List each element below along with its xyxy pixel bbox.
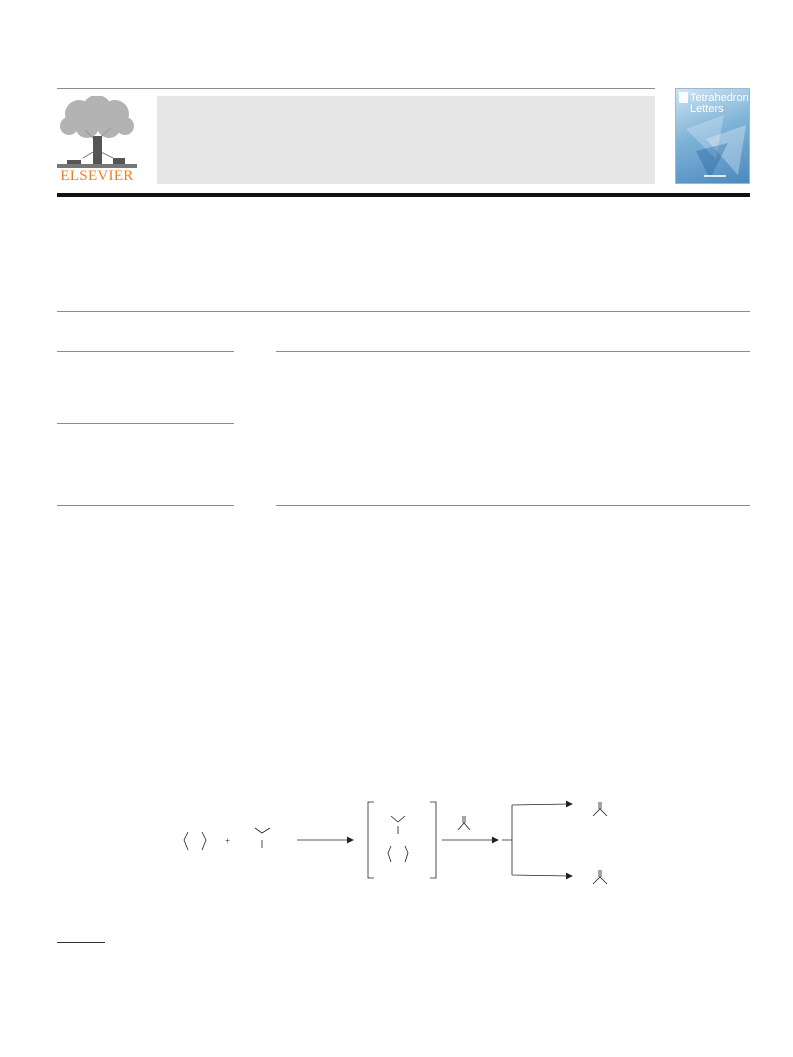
article-separator-rule	[57, 311, 750, 312]
intermediate-ring	[388, 846, 408, 862]
article-info-rule-bottom	[57, 505, 234, 506]
product-top	[593, 802, 607, 816]
product-bottom	[593, 870, 607, 884]
journal-cover	[675, 88, 750, 184]
article-info-rule-top	[57, 351, 234, 352]
abstract-rule-top	[276, 351, 750, 352]
cover-title	[690, 92, 749, 115]
header-top-rule	[57, 88, 655, 89]
article-info-rule-middle	[57, 423, 234, 424]
tree-icon	[57, 96, 137, 168]
reaction-scheme	[150, 790, 650, 900]
abstract-rule-bottom	[276, 505, 750, 506]
branch-lines	[502, 804, 570, 876]
intermediate-fragment	[391, 816, 405, 834]
reactant-ring	[184, 832, 206, 850]
elsevier-logo	[57, 96, 137, 184]
cover-title-line2: Letters	[690, 103, 724, 115]
elsevier-wordmark: ELSEVIER	[60, 168, 134, 184]
reagent-fragment	[255, 828, 270, 848]
intermediate-right-bracket	[430, 802, 436, 878]
intermediate-left-bracket	[368, 802, 374, 878]
header-thick-rule	[57, 193, 750, 197]
cover-title-line1: Tetrahedron	[690, 92, 749, 104]
footnote-rule	[57, 942, 105, 943]
reaction-scheme-drawing	[150, 790, 650, 900]
second-reagent	[458, 816, 470, 830]
journal-banner	[157, 96, 655, 184]
plus-sign: +	[225, 836, 231, 846]
